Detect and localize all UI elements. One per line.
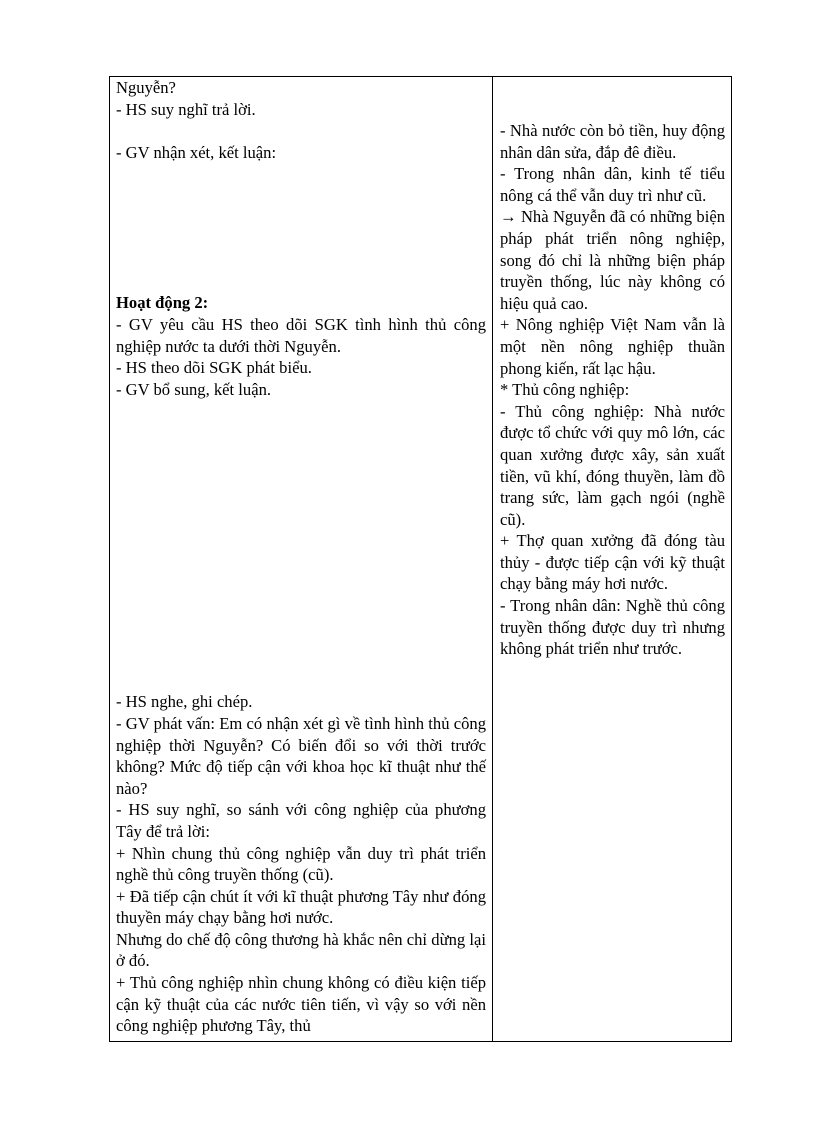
left-line: - GV bổ sung, kết luận. <box>116 379 272 399</box>
left-line: - HS suy nghĩ trả lời. <box>116 99 256 119</box>
left-line: + Thủ công nghiệp nhìn chung không có điều kiện tiếp cận kỹ thuật của các nước tiên tiến, vì vậy so với nền công nghiệp phương Tây, thủ <box>116 973 486 1036</box>
left-line: - HS nghe, ghi chép. <box>116 692 253 712</box>
right-paragraph: - Thủ công nghiệp: Nhà nước được tổ chức với quy mô lớn, các quan xưởng được xây, sản xuất tiền, vũ khí, đóng thuyền, làm đồ trang sức, làm gạch ngói (nghề cũ). <box>500 401 725 529</box>
left-line: - GV nhận xét, kết luận: <box>116 142 277 162</box>
left-line: Nhưng do chế độ công thương hà khắc nên chỉ dừng lại ở đó. <box>116 929 486 971</box>
left-line: - HS theo dõi SGK phát biểu. <box>116 358 312 378</box>
right-paragraph: * Thủ công nghiệp: <box>500 380 630 400</box>
column-divider <box>492 77 493 1041</box>
right-paragraph: + Nông nghiệp Việt Nam vẫn là một nền nông nghiệp thuần phong kiến, rất lạc hậu. <box>500 315 725 378</box>
left-line: - GV yêu cầu HS theo dõi SGK tình hình thủ công nghiệp nước ta dưới thời Nguyễn. <box>116 314 486 356</box>
teacher-student-activities-column <box>116 77 486 1037</box>
left-line: + Nhìn chung thủ công nghiệp vẫn duy trì phát triển nghề thủ công truyền thống (cũ). <box>116 843 486 885</box>
right-paragraph: + Thợ quan xưởng đã đóng tàu thủy - được tiếp cận với kỹ thuật chạy bằng máy hơi nước. <box>500 531 725 594</box>
right-paragraph: - Nhà nước còn bỏ tiền, huy động nhân dân sửa, đắp đê điều. <box>500 121 725 162</box>
right-paragraph: - Trong nhân dân, kinh tế tiểu nông cá thể vẫn duy trì như cũ. <box>500 164 725 205</box>
left-line: Nguyễn? <box>116 78 176 97</box>
left-line: + Đã tiếp cận chút ít với kĩ thuật phương Tây như đóng thuyền máy chạy bằng hơi nước. <box>116 886 486 928</box>
left-line: - GV phát vấn: Em có nhận xét gì về tình hình thủ công nghiệp thời Nguyễn? Có biến đổi so với thời trước không? Mức độ tiếp cận với khoa học kĩ thuật như thế nào? <box>116 713 486 798</box>
content-column <box>500 120 725 660</box>
left-line: - HS suy nghĩ, so sánh với công nghiệp của phương Tây để trả lời: <box>116 800 486 841</box>
right-paragraph: → Nhà Nguyễn đã có những biện pháp phát triển nông nghiệp, song đó chỉ là những biện pháp truyền thống, lúc này không có hiệu quả cao. <box>500 207 725 313</box>
lesson-table <box>109 76 732 1042</box>
activity-2-heading: Hoạt động 2: <box>116 293 209 313</box>
right-paragraph: - Trong nhân dân: Nghề thủ công truyền thống được duy trì nhưng không phát triển như trước. <box>500 596 725 659</box>
